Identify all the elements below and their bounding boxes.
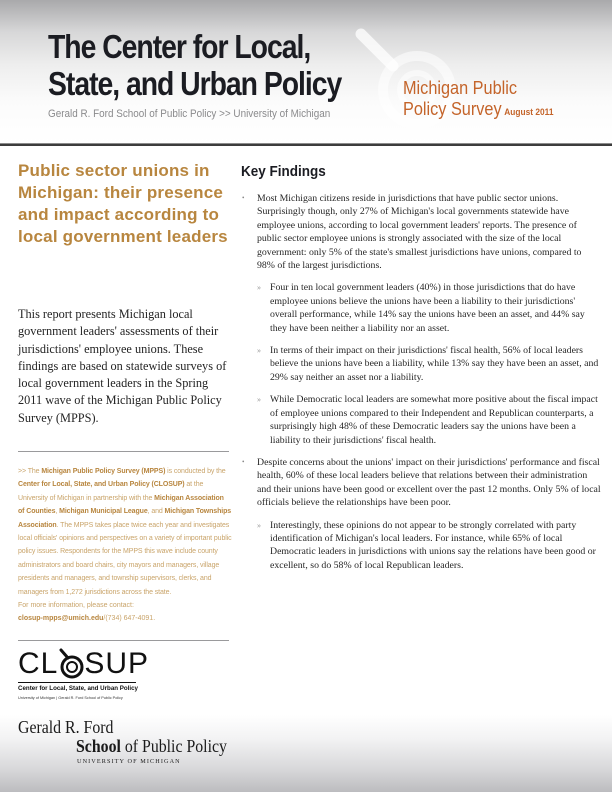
survey-title <box>403 77 554 123</box>
key-findings-title: Key Findings <box>241 163 326 180</box>
sidebar <box>18 160 230 248</box>
contact-label: For more information, please contact: <box>18 602 134 609</box>
org-title-line1: The Center for Local, <box>48 28 311 65</box>
chevron-right-icon: » <box>257 395 261 405</box>
chevron-right-icon: » <box>257 283 261 293</box>
intro-paragraph: This report presents Michigan local government leaders' assessments of their jurisdictions' employee unions. These findings are based on statewide surveys of local government leaders in the Spring 2011 wave of the Michigan Public Policy Survey (MPPS). <box>18 307 227 425</box>
contact-info <box>18 599 232 626</box>
about-mpps: >> The Michigan Public Policy Survey (MPPS) is conducted by the Center for Local, State, and Urban Policy (CLOSUP) at the University of Michigan in partnership with the Michigan Association of Counties, Michigan Municipal League, and Michigan Townships Association. The MPPS takes place twice each year and investigates local officials' opinions and perspectives on a variety of important public policy issues. Respondents for the MPPS this wave include county administrators and board chairs, city mayors and managers, village presidents and managers, and township supervisors, clerks, and managers from 1,272 jurisdictions across the state. <box>18 468 232 596</box>
survey-title-line2: Policy Survey <box>403 98 502 119</box>
survey-date: August 2011 <box>504 107 554 118</box>
chevron-right-icon: » <box>257 346 261 356</box>
closup-logo <box>18 647 150 700</box>
closup-affiliation: University of Michigan | Gerald R. Ford School of Public Policy <box>18 696 123 700</box>
contact-email-link[interactable]: closup-mpps@umich.edu <box>18 615 104 623</box>
sidebar-divider-top <box>18 451 229 452</box>
closup-name: Center for Local, State, and Urban Policy (CLOSUP) <box>18 481 185 489</box>
subfindings-list <box>257 519 601 573</box>
subfinding-item: » Four in ten local government leaders (40%) in those jurisdictions that do have employee unions believe the unions have been a liability to their jurisdictions' overall performance, while 14% say the unions have been an asset, and 44% say they have been neither a liability nor an asset. <box>257 282 585 334</box>
key-findings-section <box>241 162 601 581</box>
sidebar-divider-bottom <box>18 640 229 641</box>
ford-logo-line2: School of Public Policy <box>76 736 227 756</box>
ford-logo-line1: Gerald R. Ford <box>18 717 114 737</box>
org-title-line2: State, and Urban Policy <box>48 65 342 102</box>
finding-item: • Despite concerns about the unions' impact on their jurisdictions' performance and fiscal health, 60% of these local leaders believe that relations between their administration and their unions have been good or excellent over the past 12 months. Only 5% of local officials believe the relationships have been poor. » Interestingly, these opinions do not appear to be strongly correlated with party identification of Michigan's local leaders. For instance, while 65% of local Democratic leaders in jurisdictions with unions say the relations have been good or excellent, so do 58% of local Republican leaders. <box>242 456 601 571</box>
partner-counties: Michigan Association of Counties <box>18 494 224 516</box>
mpps-name: Michigan Public Policy Survey (MPPS) <box>41 468 166 475</box>
header-divider <box>0 143 612 146</box>
closup-wordmark: CL SUP <box>18 647 150 680</box>
findings-list <box>241 192 601 572</box>
closup-magnifier-icon <box>58 648 84 680</box>
subfinding-item: » Interestingly, these opinions do not appear to be strongly correlated with party identification of Michigan's local leaders. For instance, while 65% of local Democratic leaders in jurisdictions with unions say the relations have been good or excellent, so do 58% of local Republican leaders. <box>257 519 596 571</box>
ford-school-logo <box>18 718 238 765</box>
subfinding-item: » While Democratic local leaders are somewhat more positive about the fiscal impact of employee unions compared to their Independent and Republican counterparts, a surprisingly high 48% of these Democratic leaders say the unions have been a liability to their jurisdictions' fiscal health. <box>257 394 598 446</box>
bullet-icon: • <box>242 457 245 466</box>
partner-municipal-league: Michigan Municipal League <box>59 508 148 516</box>
report-title: Public sector unions in Michigan: their presence and impact according to local government leaders <box>18 161 228 246</box>
subfinding-item: » In terms of their impact on their jurisdictions' fiscal health, 56% of local leaders believe the unions have been a liability, while 13% say they have been an asset, and 29% say neither an asset nor a liability. <box>257 345 599 383</box>
contact-phone: /(734) 647-4091. <box>103 615 156 623</box>
ford-logo-line3: UNIVERSITY OF MICHIGAN <box>77 758 181 765</box>
subfindings-list <box>257 281 601 446</box>
org-subtitle: Gerald R. Ford School of Public Policy >> University of Michigan <box>48 108 331 120</box>
closup-tagline: Center for Local, State, and Urban Policy <box>18 682 136 692</box>
partner-townships: Michigan Townships Association <box>18 508 232 529</box>
chevron-right-icon: » <box>257 520 261 530</box>
finding-item: • Most Michigan citizens reside in jurisdictions that have public sector unions. Surprisingly though, only 27% of Michigan's local governments statewide have employee unions, according to local government leaders' reports. The presence of public sector employee unions is strongly associated with the size of the local government: only 5% of the state's smallest jurisdictions have unions, compared to 98% of the largest jurisdictions. » Four in ten local government leaders (40%) in those jurisdictions that do have employee unions believe the unions have been a liability to their jurisdictions' overall performance, while 14% say the unions have been an asset, and 44% say they have been neither a liability nor an asset. » In terms of their impact on their jurisdictions' fiscal health, 56% of local leaders believe the unions have been a liability, while 13% say they have been an asset, and 29% say neither an asset nor a liability. » While Democratic local leaders are somewhat more positive about the fiscal impact of employee unions compared to their Independent and Republican counterparts, a surprisingly high 48% of these Democratic leaders say the unions have been a liability to their jurisdictions' fiscal health. <box>241 192 601 447</box>
org-title <box>48 28 409 102</box>
bullet-icon: • <box>242 194 245 202</box>
survey-title-line1: Michigan Public <box>403 77 518 98</box>
